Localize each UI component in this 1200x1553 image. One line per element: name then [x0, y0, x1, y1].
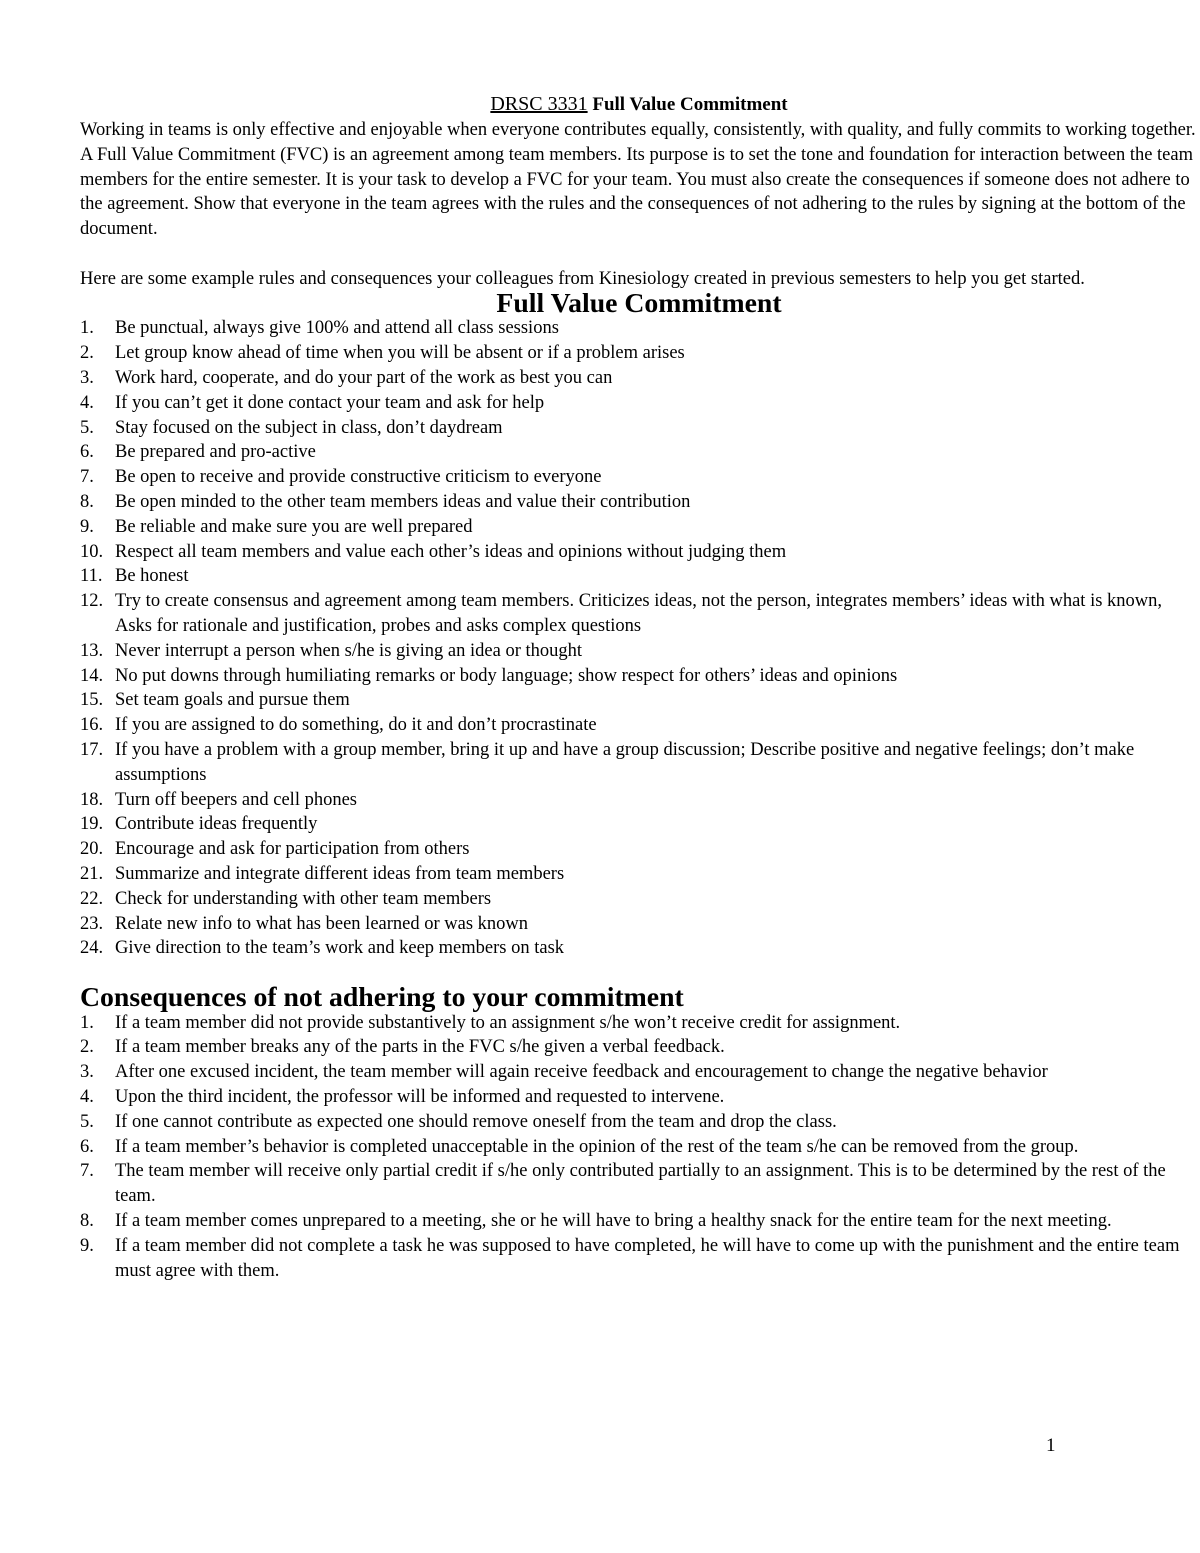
rule-item	[80, 391, 1198, 416]
consequence-item-text: If a team member comes unprepared to a meeting, she or he will have to bring a healthy snack for the entire team for the next meeting.	[115, 1211, 1112, 1232]
consequence-item-text: If one cannot contribute as expected one should remove oneself from the team and drop the class.	[115, 1111, 837, 1132]
rule-item-number: 17.	[80, 739, 104, 760]
consequence-item-number: 6.	[80, 1136, 94, 1157]
consequence-item	[80, 1135, 1198, 1160]
consequence-item-number: 9.	[80, 1235, 94, 1256]
rule-item-number: 22.	[80, 888, 104, 909]
rule-item-text: Try to create consensus and agreement among team members. Criticizes ideas, not the person, integrates members’ ideas with what is known, Asks for rationale and justification, probes and asks complex questions	[115, 591, 1163, 636]
rule-item-text: Give direction to the team’s work and keep members on task	[115, 938, 565, 959]
rule-item-text: Stay focused on the subject in class, don’t daydream	[115, 417, 503, 438]
consequence-item	[80, 1085, 1198, 1110]
consequence-item-number: 4.	[80, 1087, 94, 1108]
rule-item-text: Contribute ideas frequently	[115, 814, 318, 835]
rule-item-text: Be punctual, always give 100% and attend all class sessions	[115, 318, 559, 339]
rule-item	[80, 341, 1198, 366]
rule-item-number: 10.	[80, 541, 104, 562]
rule-item	[80, 788, 1198, 813]
rule-item-number: 6.	[80, 442, 94, 463]
rule-item	[80, 912, 1198, 937]
rule-item-number: 16.	[80, 715, 104, 736]
consequence-item	[80, 1060, 1198, 1085]
consequence-item	[80, 1159, 1198, 1209]
rule-item	[80, 366, 1198, 391]
consequence-item-text: If a team member did not provide substantively to an assignment s/he won’t receive credit for assignment.	[115, 1012, 901, 1033]
document-body	[80, 91, 1198, 1283]
rule-item	[80, 515, 1198, 540]
consequence-item-text: Upon the third incident, the professor will be informed and requested to intervene.	[115, 1087, 725, 1108]
consequence-item-text: If a team member breaks any of the parts in the FVC s/he given a verbal feedback.	[115, 1037, 725, 1058]
rule-item	[80, 812, 1198, 837]
consequence-item-text: If a team member’s behavior is completed unacceptable in the opinion of the rest of the team s/he can be removed from the group.	[115, 1136, 1079, 1157]
rule-item-number: 13.	[80, 640, 104, 661]
rule-item-number: 3.	[80, 367, 94, 388]
rules-list	[80, 316, 1198, 961]
rule-item-number: 11.	[80, 566, 103, 587]
rule-item-number: 15.	[80, 690, 104, 711]
rule-item	[80, 316, 1198, 341]
rule-item-text: Encourage and ask for participation from others	[115, 839, 470, 860]
rule-item-number: 1.	[80, 318, 94, 339]
rule-item-text: Be honest	[115, 566, 189, 587]
fvc-heading: Full Value Commitment	[496, 287, 782, 319]
rule-item-text: Let group know ahead of time when you will be absent or if a problem arises	[115, 343, 685, 364]
consequence-item	[80, 1011, 1198, 1036]
rule-item-number: 14.	[80, 665, 104, 686]
rule-item-text: Turn off beepers and cell phones	[115, 789, 357, 810]
rule-item-number: 7.	[80, 467, 94, 488]
rule-item	[80, 416, 1198, 441]
consequence-item	[80, 1110, 1198, 1135]
rule-item-number: 4.	[80, 392, 94, 413]
consequence-item-text: The team member will receive only partial credit if s/he only contributed partially to an assignment. This is to be determined by the rest of the team.	[115, 1161, 1166, 1207]
rule-item-number: 20.	[80, 839, 104, 860]
rule-item-number: 19.	[80, 814, 104, 835]
rule-item	[80, 490, 1198, 515]
rule-item	[80, 540, 1198, 565]
consequence-item-number: 7.	[80, 1161, 94, 1182]
rule-item-text: Set team goals and pursue them	[115, 690, 350, 711]
consequence-item-number: 8.	[80, 1211, 94, 1232]
rule-item-text: Be open to receive and provide constructive criticism to everyone	[115, 467, 602, 488]
rule-item-text: Be prepared and pro-active	[115, 442, 316, 463]
rule-item-text: Work hard, cooperate, and do your part of the work as best you can	[115, 367, 613, 388]
page-number: 1	[1046, 1435, 1056, 1456]
rule-item	[80, 639, 1198, 664]
rule-item	[80, 738, 1198, 788]
rule-item-number: 5.	[80, 417, 94, 438]
rule-item	[80, 688, 1198, 713]
consequence-item-number: 5.	[80, 1111, 94, 1132]
rule-item-text: Be reliable and make sure you are well prepared	[115, 516, 473, 537]
rule-item-number: 12.	[80, 591, 104, 612]
rule-item-text: Respect all team members and value each other’s ideas and opinions without judging them	[115, 541, 787, 562]
rule-item-number: 8.	[80, 491, 94, 512]
rule-item	[80, 887, 1198, 912]
rule-item-text: If you are assigned to do something, do it and don’t procrastinate	[115, 715, 597, 736]
consequence-item-number: 1.	[80, 1012, 94, 1033]
rule-item	[80, 589, 1198, 639]
rule-item-number: 23.	[80, 913, 104, 934]
rule-item	[80, 713, 1198, 738]
rule-item	[80, 465, 1198, 490]
rule-item-number: 2.	[80, 343, 94, 364]
rule-item	[80, 862, 1198, 887]
consequence-item	[80, 1209, 1198, 1234]
consequence-item	[80, 1234, 1198, 1284]
rule-item-text: Check for understanding with other team members	[115, 888, 492, 909]
consequences-list	[80, 1011, 1198, 1284]
rule-item	[80, 564, 1198, 589]
title-text: Full Value Commitment	[592, 94, 788, 115]
rule-item-number: 9.	[80, 516, 94, 537]
rule-item-text: No put downs through humiliating remarks or body language; show respect for others’ ideas and opinions	[115, 665, 898, 686]
spacer	[80, 242, 1198, 267]
examples-intro-paragraph: Here are some example rules and consequences your colleagues from Kinesiology created in previous semesters to help you get started.	[80, 268, 1085, 289]
rule-item-number: 18.	[80, 789, 104, 810]
rule-item	[80, 936, 1198, 961]
rule-item-text: Be open minded to the other team members ideas and value their contribution	[115, 491, 691, 512]
rule-item-number: 24.	[80, 938, 104, 959]
intro-paragraph: Working in teams is only effective and enjoyable when everyone contributes equally, consistently, with quality, and fully commits to working together. A Full Value Commitment (FVC) is an agreement among team members. Its purpose is to set the tone and foundation for interaction between the team members for the entire semester. It is your task to develop a FVC for your team. You must also create the consequences if someone does not adhere to the agreement. Show that everyone in the team agrees with the rules and the consequences of not adhering to the rules by signing at the bottom of the document.	[80, 120, 1196, 240]
rule-item-text: Never interrupt a person when s/he is giving an idea or thought	[115, 640, 583, 661]
consequence-item-text: After one excused incident, the team member will again receive feedback and encouragement to change the negative behavior	[115, 1062, 1048, 1083]
rule-item	[80, 440, 1198, 465]
rule-item-text: Relate new info to what has been learned or was known	[115, 913, 529, 934]
consequence-item-text: If a team member did not complete a task he was supposed to have completed, he will have to come up with the punishment and the entire team must agree with them.	[115, 1235, 1180, 1281]
consequence-item-number: 2.	[80, 1037, 94, 1058]
rule-item-number: 21.	[80, 863, 104, 884]
title-course-code: DRSC 3331	[490, 93, 588, 115]
document-title	[80, 91, 1198, 118]
rule-item-text: If you can’t get it done contact your team and ask for help	[115, 392, 545, 413]
rule-item	[80, 837, 1198, 862]
rule-item-text: Summarize and integrate different ideas from team members	[115, 863, 565, 884]
consequence-item	[80, 1035, 1198, 1060]
consequences-heading: Consequences of not adhering to your commitment	[80, 981, 684, 1013]
rule-item	[80, 664, 1198, 689]
rule-item-text: If you have a problem with a group member, bring it up and have a group discussion; Describe positive and negative feelings; don’t make assumptions	[115, 739, 1135, 785]
consequence-item-number: 3.	[80, 1062, 94, 1083]
